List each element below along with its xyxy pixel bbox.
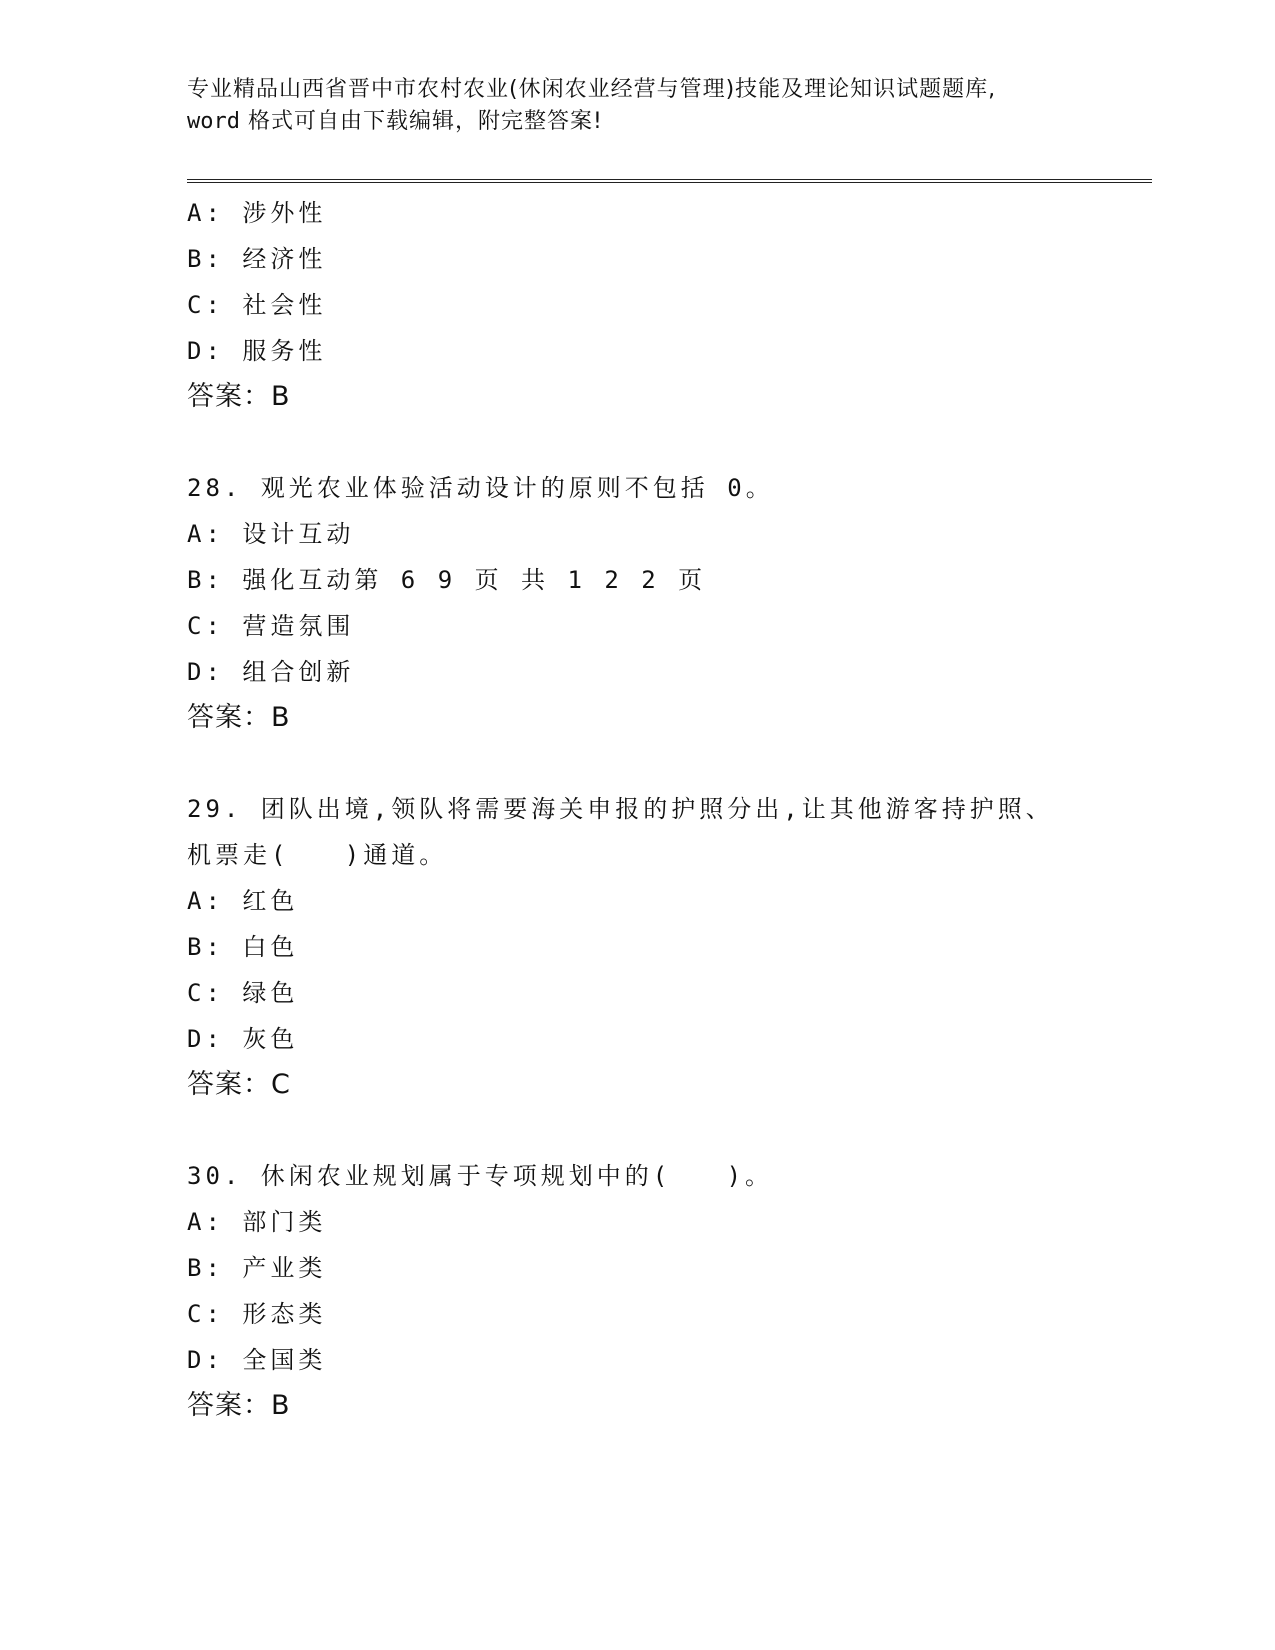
header-divider: [187, 179, 1152, 183]
header-line-2: [187, 106, 1087, 138]
q27-option-b: B: 经济性: [187, 245, 327, 273]
q28-stem: 28. 观光农业体验活动设计的原则不包括 0。: [187, 474, 774, 502]
q30-option-b: B: 产业类: [187, 1254, 327, 1282]
spacer: [187, 1108, 1147, 1153]
q30-option-c: C: 形态类: [187, 1300, 327, 1328]
q29-option-c: C: 绿色: [187, 979, 299, 1007]
question-30: [187, 1153, 1147, 1429]
q29-stem-line-2: 机票走( )通道。: [187, 841, 448, 869]
q30-stem: 30. 休闲农业规划属于专项规划中的( )。: [187, 1162, 774, 1190]
q30-answer: 答案：B: [187, 1390, 291, 1421]
q27-answer: 答案：B: [187, 381, 291, 412]
document-header: [187, 74, 1087, 138]
q27-option-c: C: 社会性: [187, 291, 327, 319]
q30-option-d: D: 全国类: [187, 1346, 327, 1374]
question-28: [187, 465, 1147, 741]
spacer: [187, 741, 1147, 786]
q29-answer: 答案：C: [187, 1069, 291, 1100]
q28-option-d: D: 组合创新: [187, 658, 355, 686]
q28-option-b: B: 强化互动第 6 9 页 共 1 2 2 页: [187, 566, 707, 594]
q28-option-a: A: 设计互动: [187, 520, 355, 548]
q29-option-d: D: 灰色: [187, 1025, 299, 1053]
q29-option-a: A: 红色: [187, 887, 299, 915]
header-word-text: word: [187, 109, 240, 134]
q28-answer: 答案：B: [187, 702, 291, 733]
header-line-2-rest: 格式可自由下载编辑，附完整答案!: [247, 109, 603, 134]
question-29: [187, 786, 1147, 1108]
q28-option-c: C: 营造氛围: [187, 612, 355, 640]
question-list: [187, 190, 1147, 1429]
q27-option-a: A: 涉外性: [187, 199, 327, 227]
header-line-1: 专业精品山西省晋中市农村农业(休闲农业经营与管理)技能及理论知识试题题库,: [187, 77, 997, 102]
q29-option-b: B: 白色: [187, 933, 299, 961]
question-27: [187, 190, 1147, 420]
q29-stem-line-1: 29. 团队出境,领队将需要海关申报的护照分出,让其他游客持护照、: [187, 795, 1054, 823]
q27-option-d: D: 服务性: [187, 337, 327, 365]
q30-option-a: A: 部门类: [187, 1208, 327, 1236]
spacer: [187, 420, 1147, 465]
